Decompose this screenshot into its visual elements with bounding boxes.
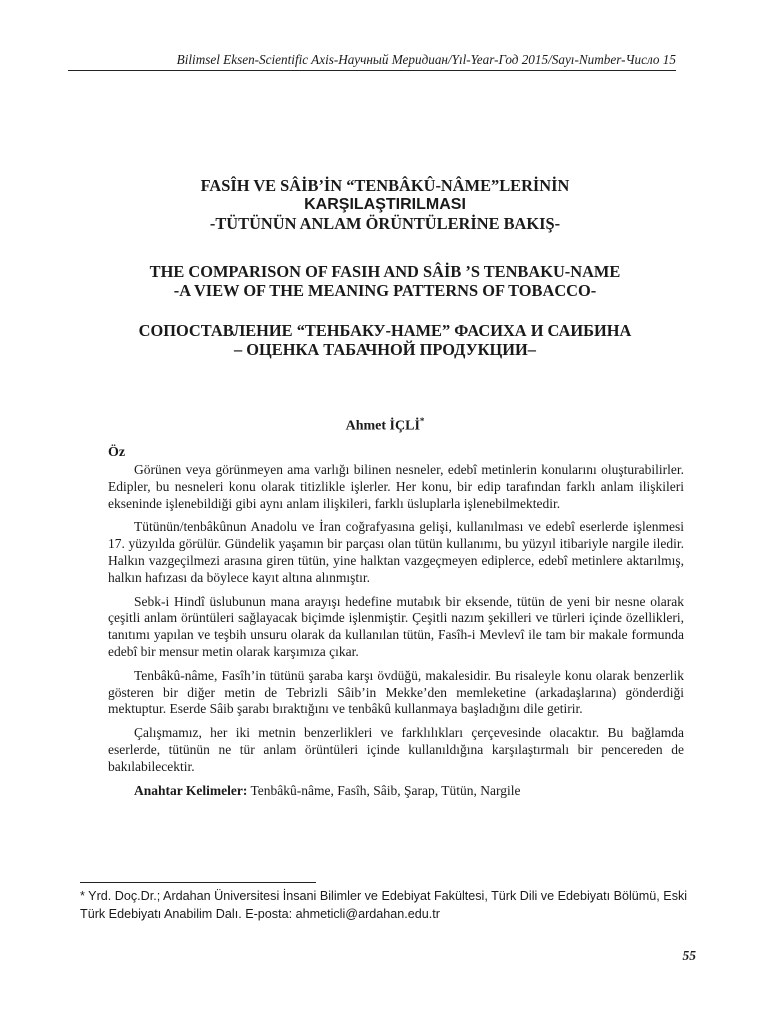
title-russian-subtitle: – ОЦЕНКА ТАБАЧНОЙ ПРОДУКЦИИ– (233, 340, 537, 359)
page-number: 55 (682, 948, 696, 963)
abstract-heading: Öz (108, 445, 126, 460)
author-name (80, 416, 690, 435)
abstract-paragraph-5: Çalışmamız, her iki metnin benzerlikleri ve farklılıkları çerçevesinde olacaktır. Bu bağlamda eserlerde, tütünün ne tür anlam örüntüleri içinde kullanıldığına karşılaştırmalı bir pencereden de bakılabilecektir. (108, 725, 684, 774)
abstract-body (108, 462, 684, 806)
running-header: Bilimsel Eksen-Scientific Axis-Научный Меридиан/Yıl-Year-Год 2015/Sayı-Number-Число 15 (176, 52, 676, 67)
title-english-line-1: THE COMPARISON OF FASIH AND SÂİB ’S TENBAKU-NAME (149, 262, 621, 281)
keywords-label: Anahtar Kelimeler: (134, 782, 248, 798)
footnote-rule (80, 882, 316, 883)
title-english-subtitle: -A VIEW OF THE MEANING PATTERNS OF TOBACCO- (173, 281, 597, 300)
title-english (80, 262, 690, 300)
title-turkish-line-2: KARŞILAŞTIRILMASI (304, 196, 466, 213)
footnote: * Yrd. Doç.Dr.; Ardahan Üniversitesi İnsani Bilimler ve Edebiyat Fakültesi, Türk Dili ve Edebiyatı Bölümü, Eski Türk Edebiyatı Anabilim Dalı. E-posta: ahmeticli@ardahan.edu.tr (80, 889, 688, 921)
author-footnote-mark: * (419, 416, 425, 426)
author-name-text: Ahmet İÇLİ (345, 418, 420, 434)
header-rule (68, 70, 676, 71)
title-turkish (80, 176, 690, 233)
abstract-paragraph-3: Sebk-i Hindî üslubunun mana arayışı hedefine mutabık bir eksende, tütün de yeni bir nesne olarak çeşitli anlam örüntüleri sağlayacak biçimde işlenmiştir. Çeşitli nazım şekilleri ve türleri içinde özellikleri, tanıtımı yapılan ve teşbih unsuru olarak da kullanılan tütün, Fasîh-i Mevlevî ile tam bir makale formunda edebî bir mensur metin olarak karşımıza çıkar. (108, 593, 684, 659)
title-turkish-subtitle: -TÜTÜNÜN ANLAM ÖRÜNTÜLERİNE BAKIŞ- (209, 214, 561, 233)
title-russian (80, 321, 690, 359)
title-turkish-line-1: FASÎH VE SÂİB’İN “TENBÂKÛ-NÂME”LERİNİN (200, 176, 570, 195)
keywords-list: Tenbâkû-nâme, Fasîh, Sâib, Şarap, Tütün, Nargile (250, 782, 521, 798)
abstract-paragraph-4: Tenbâkû-nâme, Fasîh’in tütünü şaraba karşı övdüğü, makalesidir. Bu risaleyle konu olarak benzerlik gösteren bir diğer metin de Tebrizli Sâib’in Mekke’den memleketine (arkadaşlarına) gönderdiği mektuptur. Eserde Sâib şarabı bıraktığını ve tenbâkû kullanmaya başladığını dile getirir. (108, 667, 684, 717)
title-russian-line-1: СОПОСТАВЛЕНИЕ “ТЕНБАКУ-НАМЕ” ФАСИХА И САИБИНА (138, 321, 632, 340)
keywords (108, 783, 684, 800)
abstract-paragraph-2: Tütünün/tenbâkûnun Anadolu ve İran coğrafyasına gelişi, kullanılması ve edebî eserlerde işlenmesi 17. yüzyılda görülür. Gündelik yaşamın bir parçası olan tütün kullanımı, bu yüzyıl itibariyle nargile iledir. Halkın vazgeçilmezi arasına giren tütün, yine halktan vazgeçmeyen ediplerce, edebî metinlere aktarılmış, halkın hafızası da böylece kayıt altına alınmıştır. (108, 519, 684, 585)
abstract-paragraph-1: Görünen veya görünmeyen ama varlığı bilinen nesneler, edebî metinlerin konularını oluşturabilirler. Edipler, bu nesneleri konu olarak titizlikle işlerler. Her konu, bir edip tarafından farklı anlam ilişkileri ekseninde işlenebildiği gibi aynı anlam ilişkileri, farklı üsluplarla işlenebilmektedir. (108, 462, 684, 511)
